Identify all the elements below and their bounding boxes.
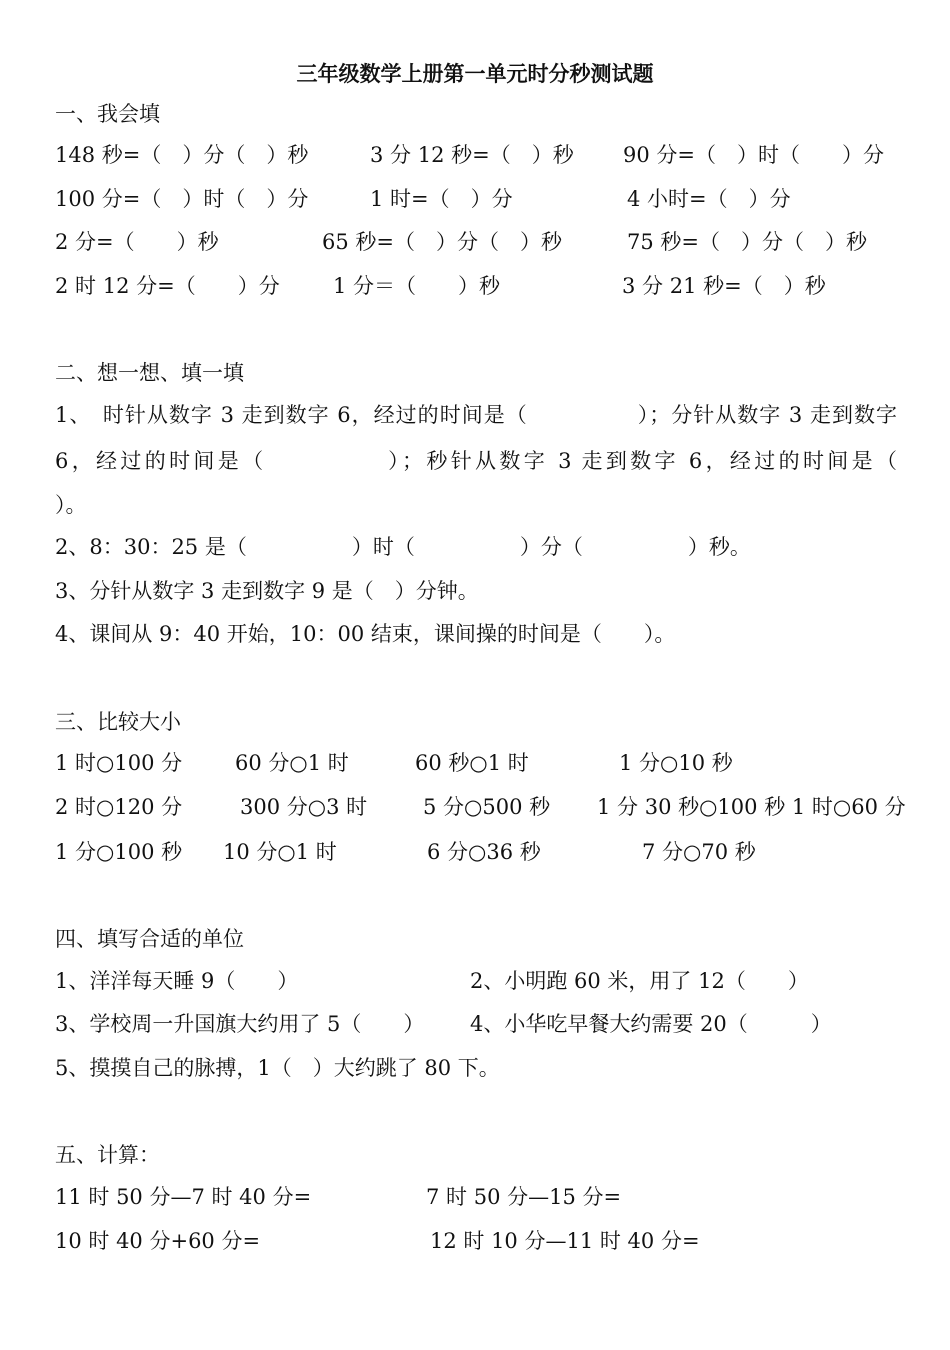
s3-compare-item: 10 分○1 时 <box>223 840 337 864</box>
s1-item: 148 秒=（ ）分（ ）秒 <box>55 143 309 167</box>
s1-item: 3 分 12 秒=（ ）秒 <box>370 143 574 167</box>
section-1-heading: 一、我会填 <box>55 102 160 126</box>
s1-item: 4 小时=（ ）分 <box>627 187 791 211</box>
s4-question-4: 4、小华吃早餐大约需要 20（ ） <box>470 1012 832 1036</box>
s2-question-1-line-1: 1、 时针从数字 3 走到数字 6，经过的时间是（ ）；分针从数字 3 走到数字 <box>55 403 897 427</box>
s3-compare-item: 60 分○1 时 <box>235 751 349 775</box>
s3-compare-item: 60 秒○1 时 <box>415 751 529 775</box>
page-title: 三年级数学上册第一单元时分秒测试题 <box>296 61 654 86</box>
s3-compare-item: 1 分○100 秒 <box>55 840 183 864</box>
s4-question-2: 2、小明跑 60 米，用了 12（ ） <box>470 969 809 993</box>
s2-question-2: 2、8：30：25 是（ ）时（ ）分（ ）秒。 <box>55 535 751 559</box>
s2-question-4: 4、课间从 9：40 开始，10：00 结束，课间操的时间是（ ）。 <box>55 622 676 646</box>
section-2-heading: 二、想一想、填一填 <box>55 361 244 385</box>
s5-calc-item: 11 时 50 分—7 时 40 分= <box>55 1185 312 1209</box>
s1-item: 2 时 12 分=（ ）分 <box>55 274 280 298</box>
section-4-heading: 四、填写合适的单位 <box>55 927 244 951</box>
s1-item: 90 分=（ ）时（ ）分 <box>623 143 884 167</box>
section-5-heading: 五、计算： <box>55 1143 160 1167</box>
s4-question-3: 3、学校周一升国旗大约用了 5（ ） <box>55 1012 425 1036</box>
s3-compare-item: 7 分○70 秒 <box>642 840 756 864</box>
s1-item: 1 时=（ ）分 <box>370 187 513 211</box>
s1-item: 3 分 21 秒=（ ）秒 <box>622 274 826 298</box>
s3-compare-item: 300 分○3 时 <box>240 795 368 819</box>
s3-compare-item: 5 分○500 秒 <box>423 795 551 819</box>
s1-item: 65 秒=（ ）分（ ）秒 <box>322 230 562 254</box>
s1-item: 1 分＝（ ）秒 <box>333 274 501 298</box>
s1-item: 75 秒=（ ）分（ ）秒 <box>627 230 867 254</box>
s5-calc-item: 7 时 50 分—15 分= <box>426 1185 622 1209</box>
s1-item: 100 分=（ ）时（ ）分 <box>55 187 309 211</box>
section-3-heading: 三、比较大小 <box>55 710 181 734</box>
s3-compare-item: 6 分○36 秒 <box>427 840 541 864</box>
s4-question-5: 5、摸摸自己的脉搏，1（ ）大约跳了 80 下。 <box>55 1056 500 1080</box>
s2-question-3: 3、分针从数字 3 走到数字 9 是（ ）分钟。 <box>55 579 479 603</box>
s1-item: 2 分=（ ）秒 <box>55 230 219 254</box>
s2-question-1-line-2: 6，经过的时间是（ ）；秒针从数字 3 走到数字 6，经过的时间是（ <box>55 449 897 473</box>
s3-compare-item: 1 分○10 秒 <box>619 751 733 775</box>
s3-compare-item: 2 时○120 分 <box>55 795 183 819</box>
s4-question-1: 1、洋洋每天睡 9（ ） <box>55 969 299 993</box>
s3-compare-item: 1 分 30 秒○100 秒 1 时○60 分 <box>597 795 906 819</box>
s3-compare-item: 1 时○100 分 <box>55 751 183 775</box>
s2-question-1-line-3: ）。 <box>55 493 87 517</box>
s5-calc-item: 12 时 10 分—11 时 40 分= <box>430 1229 700 1253</box>
s5-calc-item: 10 时 40 分+60 分= <box>55 1229 261 1253</box>
